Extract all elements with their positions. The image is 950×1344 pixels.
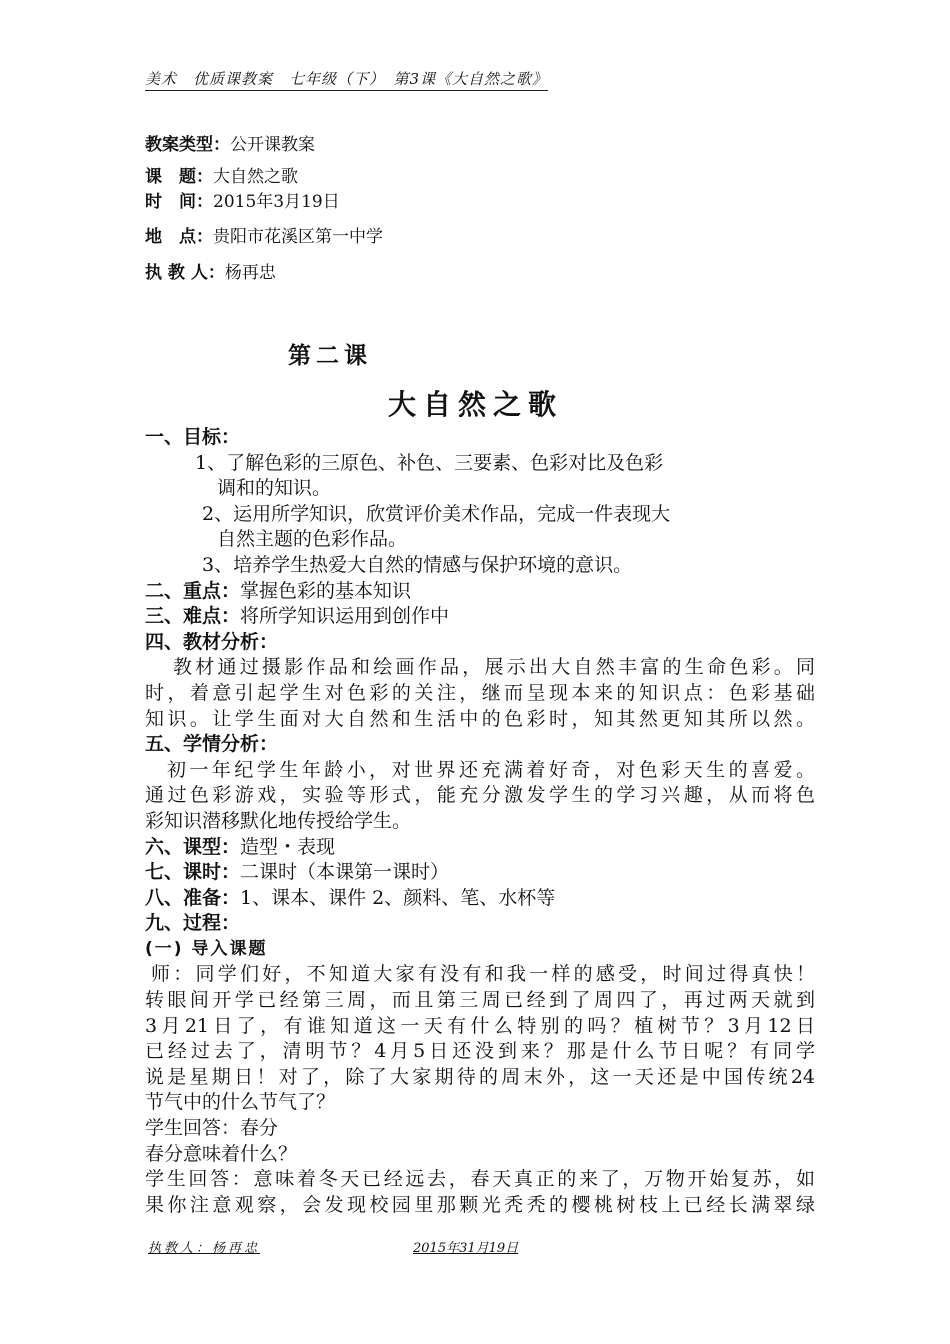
section-difficulty [145, 604, 815, 630]
material-paragraph-line: 教材通过摄影作品和绘画作品，展示出大自然丰富的生命色彩。同 [173, 656, 815, 679]
dialogue-line: 春分意味着什么？ [145, 1142, 298, 1165]
material-paragraph-line: 时，着意引起学生对色彩的关注，继而呈现本来的知识点：色彩基础 [145, 681, 815, 704]
section-hours-text: 二课时（本课第一课时） [240, 861, 450, 884]
meta-place-value: 贵阳市花溪区第一中学 [213, 227, 383, 247]
footer-teacher: 执教人：杨再忠 [148, 1241, 261, 1256]
section-students-title: 五、学情分析： [145, 733, 279, 756]
dialogue-line: 已经过去了，清明节？4月5日还没到来？那是什么节日呢？有同学 [145, 1040, 815, 1063]
section-goals-title: 一、目标： [145, 426, 241, 448]
goal-3: 3、培养学生热爱大自然的情感与保护环境的意识。 [202, 553, 633, 576]
section-prep [145, 886, 815, 912]
section-process-title: 九、过程： [145, 912, 241, 935]
page-header: 美术 优质课教案 七年级（下） 第3课《大自然之歌》 [145, 68, 548, 91]
section-prep-title: 八、准备： [145, 886, 241, 909]
section-material-title: 四、教材分析： [145, 630, 279, 653]
subsection-intro-title: (一) 导入课题 [145, 938, 268, 959]
meta-topic [145, 162, 298, 187]
dialogue-line: 果你注意观察，会发现校园里那颗光秃秃的樱桃树枝上已经长满翠绿 [145, 1193, 815, 1216]
section-difficulty-text: 将所学知识运用到创作中 [240, 605, 450, 628]
section-hours-title: 七、课时： [145, 861, 241, 884]
meta-type [145, 130, 315, 155]
goal-1-cont: 调和的知识。 [217, 477, 332, 500]
meta-teacher [145, 258, 276, 283]
students-paragraph-line: 初一年纪学生年龄小，对世界还充满着好奇，对色彩天生的喜爱。 [167, 758, 815, 781]
meta-teacher-label: 执 教 人： [145, 263, 225, 283]
dialogue-line: 3月21日了，有谁知道这一天有什么特别的吗？植树节？3月12日 [145, 1014, 815, 1037]
students-paragraph-line: 通过色彩游戏，实验等形式，能充分激发学生的学习兴趣，从而将色 [145, 784, 815, 807]
meta-type-label: 教案类型： [145, 135, 230, 155]
section-difficulty-title: 三、难点： [145, 605, 241, 628]
section-type [145, 835, 815, 861]
section-prep-text: 1、课本、课件 2、颜料、笔、水杯等 [240, 886, 556, 909]
lesson-title: 大自然之歌 [388, 388, 564, 421]
material-paragraph-line: 知识。让学生面对大自然和生活中的色彩时，知其然更知其所以然。 [145, 707, 815, 730]
section-key-text: 掌握色彩的基本知识 [240, 579, 412, 602]
dialogue-line: 学生回答：春分 [145, 1117, 279, 1140]
meta-time-value: 2015年3月19日 [213, 192, 340, 212]
dialogue-line: 学生回答：意味着冬天已经远去，春天真正的来了，万物开始复苏，如 [145, 1168, 815, 1191]
goal-2-cont: 自然主题的色彩作品。 [217, 528, 408, 551]
meta-place [145, 222, 383, 247]
meta-type-value: 公开课教案 [230, 135, 315, 155]
meta-time [145, 187, 340, 212]
section-type-text: 造型・表现 [240, 835, 336, 858]
footer-date: 2015年31月19日 [413, 1241, 519, 1256]
meta-time-label: 时 间： [145, 192, 213, 212]
section-key-title: 二、重点： [145, 579, 241, 602]
meta-teacher-value: 杨再忠 [224, 263, 276, 283]
section-type-title: 六、课型： [145, 835, 241, 858]
meta-topic-label: 课 题： [145, 167, 213, 187]
lesson-number: 第二课 [288, 343, 372, 369]
section-hours [145, 860, 815, 886]
meta-topic-value: 大自然之歌 [213, 167, 298, 187]
section-key-point [145, 579, 815, 605]
dialogue-line: 说是星期日！对了，除了大家期待的周末外，这一天还是中国传统24 [145, 1065, 815, 1088]
meta-place-label: 地 点： [145, 227, 213, 247]
lesson-body [145, 425, 815, 1218]
students-paragraph-line: 彩知识潜移默化地传授给学生。 [145, 809, 412, 832]
dialogue-line: 节气中的什么节气了？ [145, 1091, 336, 1114]
dialogue-line: 转眼间开学已经第三周，而且第三周已经到了周四了，再过两天就到 [145, 989, 815, 1012]
goal-2: 2、运用所学知识，欣赏评价美术作品，完成一件表现大 [202, 502, 671, 525]
goal-1: 1、了解色彩的三原色、补色、三要素、色彩对比及色彩 [195, 451, 664, 474]
dialogue-line: 师：同学们好，不知道大家有没有和我一样的感受，时间过得真快！ [151, 963, 815, 986]
